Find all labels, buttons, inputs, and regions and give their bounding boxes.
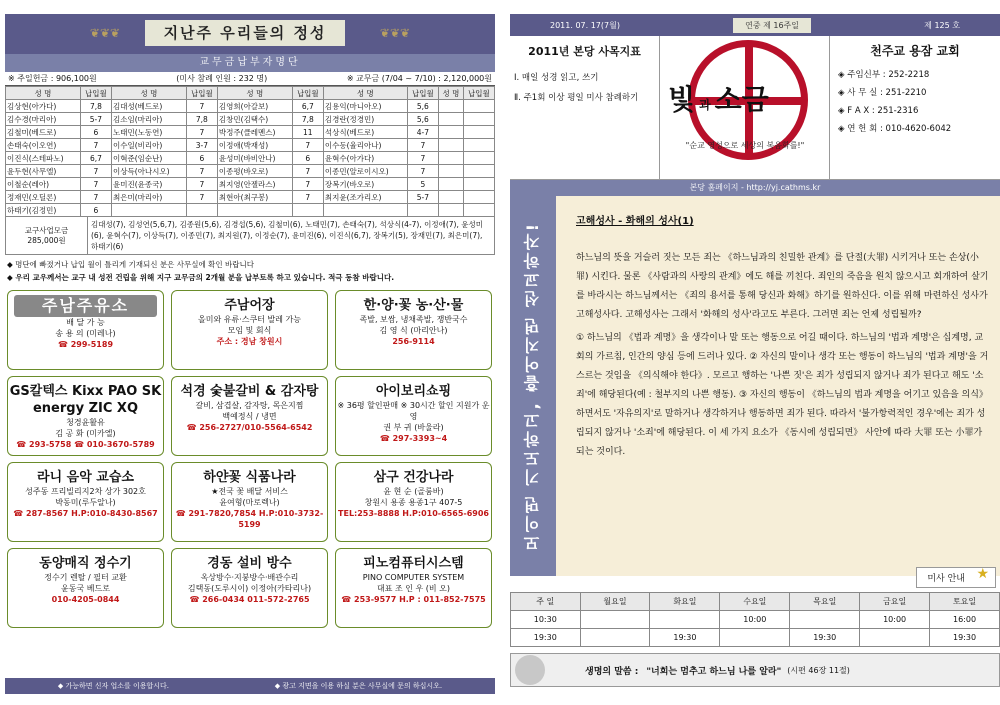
issue-number: 제 125 호 [924, 20, 960, 30]
member-name: 최은미(마리아) [111, 191, 186, 204]
member-name [217, 204, 292, 217]
table-row [6, 165, 495, 178]
paid-months: 7 [186, 191, 217, 204]
empty-cell [463, 100, 494, 113]
empty-cell [463, 139, 494, 152]
member-name [111, 204, 186, 217]
table-row [6, 126, 495, 139]
empty-cell [463, 113, 494, 126]
ad-owner: 창원시 용종 용종1구 407-5 [364, 498, 463, 507]
paid-months: 11 [292, 126, 323, 139]
tithe-col-header: 성 명 [438, 87, 463, 100]
ad-phone: 256-9114 [392, 337, 435, 346]
offering-title: 지난주 우리들의 정성 [145, 20, 345, 46]
ad-name: 주남어장 [224, 298, 275, 313]
ad-name: 삼구 건강나라 [373, 470, 454, 485]
paid-months: 7 [292, 139, 323, 152]
member-name: 노태민(노동연) [111, 126, 186, 139]
ad-owner: 김택동(도루시이) 이정아(카타리나) [187, 584, 312, 593]
paid-months: 7 [186, 126, 217, 139]
church-name: 천주교 용잠 교회 [870, 44, 960, 58]
member-name: 이종평(바오로) [217, 165, 292, 178]
empty-cell [438, 191, 463, 204]
member-name: 윤성미(바비안나) [217, 152, 292, 165]
member-name: 윤미진(윤종국) [111, 178, 186, 191]
ad-owner: 대표 조 인 우 (비 오) [376, 584, 451, 593]
ornament-left-icon: ❦❦❦ [89, 26, 121, 40]
ad-phone: 010-4205-0844 [51, 595, 120, 604]
article-body [556, 196, 1000, 576]
note-1: ◆ 명단에 빠졌거나 납입 월이 틀리게 기재되신 분은 사무실에 확인 바랍니다 [7, 260, 254, 269]
paid-months: 7 [80, 178, 111, 191]
table-row [6, 204, 495, 217]
ad-description: 옥상방수·지붕방수·배관수리 [200, 573, 299, 582]
empty-cell [438, 178, 463, 191]
star-icon: ★ [976, 566, 989, 582]
ad-name: 경동 설비 방수 [207, 556, 292, 571]
left-page [5, 14, 495, 694]
table-row [6, 100, 495, 113]
article-box [510, 196, 1000, 584]
mass-day-header: 토요일 [930, 593, 1000, 611]
paid-months: 7 [292, 191, 323, 204]
tithe-col-header: 납입월 [292, 87, 323, 100]
mass-time: 19:30 [650, 629, 720, 647]
empty-cell [463, 126, 494, 139]
ad-phone: ☎ 253-9577 H.P : 011-852-7575 [341, 595, 486, 604]
ad-name: 라니 음악 교습소 [37, 470, 134, 485]
ad-card [7, 290, 164, 370]
mass-schedule-table [510, 592, 1000, 647]
article-para-1: 하느님의 뜻을 거슬러 짓는 모든 죄는 《하느님과의 친밀한 관계》를 단절(大罪) 시키거나 또는 손상(小罪) 시킨다. 물론 《사람과의 사랑의 관계》에도 해를 끼친다. 죄인의 죽음을 원치 않으시고 회개하여 살기를 바라시는 하느님께서는 《죄의 용서를 통해 당신과 화해》하기를 원하신다. 이를 위해 마련하신 성사가 고해성사다. 고해성사는 그래서 '화해의 성사'라고도 부른다. 그러면 죄는 언제 성립될까? [576, 253, 989, 320]
member-name: 이정애(박재성) [217, 139, 292, 152]
building-fund-list: 김대성(7), 김성연(5,6,7), 김종원(5,6), 김경섭(5,6), 김철미(6), 노태민(7), 손태숙(7), 석상식(4-7), 이정애(7), 윤성미(6), 윤혁수(7), 이상득(7), 이종민(7), 최지원(7), 이정순(7), 윤미진(6), 이진식(6,7), 장복기(5), 장재민(7), 최은미(7), 하태기(6) [91, 220, 483, 251]
paid-months: 7 [407, 152, 438, 165]
bulletin-logo: 빛과 소금 [668, 83, 769, 116]
empty-cell [463, 191, 494, 204]
paid-months: 7 [80, 191, 111, 204]
motto: "순교 영성으로 세상의 복음화를!" [685, 141, 805, 150]
member-name: 박정주(클레멘스) [217, 126, 292, 139]
ad-grid [5, 290, 495, 628]
ad-name: 하얀꽃 식품나라 [203, 470, 296, 485]
member-name: 이혁준(임순난) [111, 152, 186, 165]
mass-time: 19:30 [790, 629, 860, 647]
tithe-col-header: 성 명 [6, 87, 81, 100]
tithe-col-header: 성 명 [217, 87, 292, 100]
member-name: 김경란(정경민) [323, 113, 407, 126]
ad-owner: 모임 및 회식 [227, 326, 272, 335]
ad-name: GS칼텍스 Kixx PAO SK energy ZIC XQ [9, 384, 162, 416]
ad-description: 갈비, 삼겹살, 감자탕, 목은지찜 [195, 401, 304, 410]
offering-header [5, 14, 495, 54]
paid-months: 6,7 [80, 152, 111, 165]
ad-phone: 주소 : 경남 창원시 [216, 337, 283, 346]
building-fund-label: 교구사업모금 285,000원 [6, 217, 88, 254]
member-name: 김창민(김택수) [217, 113, 292, 126]
member-name: 이진식(스테파노) [6, 152, 81, 165]
goals-title: 2011년 본당 사목지표 [528, 45, 641, 58]
paid-months: 7 [407, 165, 438, 178]
mass-time: 10:00 [720, 611, 790, 629]
footer-note-2: ◆ 광고 지면을 이용 하실 분은 사무실에 문의 하십시오. [274, 682, 443, 690]
ad-description: 배 달 가 능 [66, 318, 105, 327]
ad-phone: ☎ 256-2727/010-5564-6542 [186, 423, 313, 432]
church-contacts [830, 36, 1000, 179]
ad-name: 피노컴퓨터시스템 [363, 556, 464, 571]
ad-description: 성주동 프리빌리지2차 상가 302호 [25, 487, 146, 496]
word-reference: (시편 46장 11절) [787, 665, 850, 675]
ad-phone: ☎ 291-7820,7854 H.P:010-3732-5199 [175, 509, 324, 529]
paid-months: 5-7 [80, 113, 111, 126]
homepage-link[interactable]: 본당 홈페이지 - http://yj.cathms.kr [510, 180, 1000, 196]
ad-phone: ☎ 287-8567 H.P:010-8430-8567 [13, 509, 158, 518]
paid-months [407, 204, 438, 217]
tithe-subtitle: 교무금납부자명단 [5, 54, 495, 72]
table-row [6, 178, 495, 191]
mass-day-header: 수요일 [720, 593, 790, 611]
tithe-table [5, 86, 495, 217]
paid-months: 6 [186, 152, 217, 165]
member-name: 김대성(베드로) [111, 100, 186, 113]
tithe-col-header: 납입월 [407, 87, 438, 100]
mass-time: 16:00 [930, 611, 1000, 629]
member-name: 최지영(안젤라스) [217, 178, 292, 191]
paid-months: 7 [80, 139, 111, 152]
empty-cell [463, 178, 494, 191]
member-name: 이상득(아나시오) [111, 165, 186, 178]
table-row [511, 629, 1000, 647]
tithe-col-header: 납입월 [186, 87, 217, 100]
member-name: 손태숙(이오연) [6, 139, 81, 152]
member-name: 김상현(아가다) [6, 100, 81, 113]
member-name: 윤혁수(아가다) [323, 152, 407, 165]
paid-months: 7 [292, 178, 323, 191]
member-name: 이종민(알로이시오) [323, 165, 407, 178]
member-name: 김용익(마니아오) [323, 100, 407, 113]
paid-months: 6,7 [292, 100, 323, 113]
note-2: ◆ 우리 교우께서는 교구 내 성전 건립을 위해 지구 교무금의 2개월 분을 납부토록 하고 있습니다. 적극 동참 바랍니다. [7, 273, 395, 282]
paid-months: 7 [186, 165, 217, 178]
ad-card [171, 290, 328, 370]
paid-months [292, 204, 323, 217]
offering-summary [5, 72, 495, 86]
table-row [6, 139, 495, 152]
issue-date: 2011. 07. 17(7월) [550, 20, 620, 30]
ad-description: 족발, 보쌈, 냉채족발, 쟁반국수 [359, 315, 468, 324]
paid-months: 6 [292, 152, 323, 165]
ad-phone: ☎ 266-0434 011-572-2765 [189, 595, 310, 604]
left-footer [5, 678, 495, 694]
ad-description: ★전국 꽃 배달 서비스 [211, 487, 288, 496]
mass-time [790, 611, 860, 629]
paid-months: 6 [80, 126, 111, 139]
masthead [510, 36, 1000, 180]
mass-time: 19:30 [511, 629, 581, 647]
ad-owner: 백예정식 / 냉면 [222, 412, 277, 421]
paid-months: 5 [407, 178, 438, 191]
paid-months: 3-7 [186, 139, 217, 152]
ad-description: 윤 현 순 (골룸바) [383, 487, 444, 496]
paid-months: 5,6 [407, 113, 438, 126]
paid-months: 4-7 [407, 126, 438, 139]
mass-day-header: 목요일 [790, 593, 860, 611]
member-name: 최현아(최구봉) [217, 191, 292, 204]
member-name: 김철미(베드로) [6, 126, 81, 139]
ad-name: 아이보리쇼핑 [375, 384, 452, 399]
paid-months [186, 204, 217, 217]
member-name: 장복기(바오로) [323, 178, 407, 191]
table-row [6, 113, 495, 126]
right-page [510, 14, 1000, 694]
empty-cell [438, 126, 463, 139]
ad-card [7, 376, 164, 456]
mass-day-header: 화요일 [650, 593, 720, 611]
issue-bar [510, 14, 1000, 36]
member-name: 이수일(비리아) [111, 139, 186, 152]
ad-phone: ☎ 297-3393~4 [379, 434, 448, 443]
mass-time: 10:00 [860, 611, 930, 629]
portrait-icon [515, 655, 545, 685]
member-name: 이철순(레아) [6, 178, 81, 191]
paid-months: 5-7 [407, 191, 438, 204]
offering-notes [5, 255, 495, 287]
ad-name: 한·양·꽃 농·산·물 [363, 298, 464, 313]
empty-cell [438, 165, 463, 178]
article-para-2: ① 하느님의 《법과 계명》을 생각이나 말 또는 행동으로 어길 때이다. 하느님의 '법과 계명'은 십계명, 교회의 가르침, 인간의 양심 등에 드러나 있다. ② 자신의 말이나 생각 또는 행동이 하느님의 '법과 계명'을 거스르는 것임을 《의식해야 한다》. 모르고 행하는 '나쁜 짓'은 죄가 성립되지 않거나 죄가 된다고 해도 '소죄'에 해당된다(예 : 철부지의 나쁜 행동). ③ 자신의 행동이 《하느님의 법과 계명을 어기고 있음을 의식》하면서도 '자유의지'로 말하거나 생각하거나 행동하면 죄가 된다. 따라서 '불가항력적인 경우'에는 죄가 성립되지 않거나 '소죄'에 해당된다. 이 세 가지 요소가 《동시에 성립되면》 사안에 따라 大罪 또는 小罪가 되는 것이다. [576, 333, 989, 457]
ad-name: 주남주유소 [14, 295, 157, 317]
member-name: 석상식(베드로) [323, 126, 407, 139]
word-label: 생명의 말씀 : [585, 666, 639, 677]
mass-time: 10:30 [511, 611, 581, 629]
empty-cell [438, 204, 463, 217]
mass-guide-label: 미사 안내 ★ [916, 567, 996, 588]
ad-card [171, 376, 328, 456]
ad-owner: 윤여형(마로렉나) [219, 498, 280, 507]
empty-cell [463, 165, 494, 178]
ad-owner: 권 부 귀 (바울라) [383, 423, 444, 432]
building-fund-row [5, 217, 495, 255]
sunday-offering: ※ 주일헌금 : 906,100원 [8, 74, 97, 83]
member-name: 하태기(김정민) [6, 204, 81, 217]
ad-card [7, 548, 164, 628]
tithe-col-header: 성 명 [111, 87, 186, 100]
pastoral-goals [510, 36, 660, 179]
paid-months: 5,6 [407, 100, 438, 113]
word-text: "너희는 멈추고 하느님 나를 알라" [646, 666, 782, 677]
member-name [323, 204, 407, 217]
empty-cell [463, 152, 494, 165]
ad-name: 석경 숯불갈비 & 감자탕 [180, 384, 319, 399]
member-name: 김영희(아갈보) [217, 100, 292, 113]
tithe-total: ※ 교무금 (7/04 ~ 7/10) : 2,120,000원 [346, 74, 492, 83]
mass-attendance: (미사 참례 인원 : 232 명) [176, 74, 268, 83]
table-row [6, 152, 495, 165]
ad-name: 동양매직 정수기 [39, 556, 132, 571]
mass-day-header: 금요일 [860, 593, 930, 611]
tithe-col-header: 납입월 [80, 87, 111, 100]
ornament-right-icon: ❦❦❦ [379, 26, 411, 40]
paid-months: 7 [292, 165, 323, 178]
empty-cell [438, 100, 463, 113]
ad-owner: 박동미(루두알나) [55, 498, 116, 507]
ad-phone: ☎ 299-5189 [57, 340, 114, 349]
paid-months: 7 [80, 165, 111, 178]
ad-description: 청경윤활유 [66, 418, 105, 427]
ad-card [7, 462, 164, 542]
ad-description: PINO COMPUTER SYSTEM [362, 573, 465, 582]
ad-description: 올미와 유류·스쿠터 발레 가능 [198, 315, 301, 324]
ad-card [335, 290, 492, 370]
mass-time [650, 611, 720, 629]
goal-2: Ⅱ. 주1회 이상 평일 미사 참례하기 [514, 93, 639, 103]
ad-owner: 송 용 의 (미레나) [55, 329, 116, 338]
ad-card [171, 462, 328, 542]
member-name: 윤두현(사무엘) [6, 165, 81, 178]
empty-cell [438, 152, 463, 165]
contact-fax: ◈ F A X : 251-2316 [838, 106, 919, 116]
mass-time: 19:30 [930, 629, 1000, 647]
mass-day-header: 월요일 [580, 593, 650, 611]
paid-months: 7,8 [80, 100, 111, 113]
ad-owner: 김 공 화 (미카엘) [55, 429, 116, 438]
ad-owner: 윤동국 베드로 [61, 584, 110, 593]
mass-day-header: 주 일 [511, 593, 581, 611]
empty-cell [463, 204, 494, 217]
table-row [511, 611, 1000, 629]
table-row [6, 191, 495, 204]
ad-description: 정수기 렌탈 / 필터 교환 [44, 573, 127, 582]
member-name: 이수동(율리아나) [323, 139, 407, 152]
ad-card [335, 548, 492, 628]
empty-cell [438, 113, 463, 126]
contact-office: ◈ 사 무 실 : 251-2210 [838, 88, 927, 98]
article-title: 고해성사 - 화해의 성사(1) [576, 216, 694, 227]
paid-months: 7 [407, 139, 438, 152]
contact-society: ◈ 연 헌 회 : 010-4620-6042 [838, 124, 952, 134]
paid-months: 7,8 [292, 113, 323, 126]
mass-time [720, 629, 790, 647]
ad-card [171, 548, 328, 628]
liturgical-week: 연중 제 16주일 [733, 18, 811, 33]
tithe-col-header: 성 명 [323, 87, 407, 100]
member-name: 최지윤(조가리오) [323, 191, 407, 204]
member-name: 김수경(마리아) [6, 113, 81, 126]
ad-description: ※ 36평 할인판매 ※ 30시간 할인 지원가 운영 [337, 401, 490, 421]
footer-note-1: ◆ 가능하면 신자 업소를 이용합시다. [57, 682, 170, 690]
word-of-life [510, 653, 1000, 687]
ad-card [335, 462, 492, 542]
mass-time [580, 611, 650, 629]
paid-months: 7,8 [186, 113, 217, 126]
paid-months: 7 [186, 178, 217, 191]
paid-months: 6 [80, 204, 111, 217]
contact-pastor: ◈ 주임신부 : 252-2218 [838, 70, 930, 80]
logo-block [660, 36, 830, 179]
goal-1: Ⅰ. 매일 성경 읽고, 쓰기 [514, 73, 599, 83]
tithe-col-header: 납입월 [463, 87, 494, 100]
ad-owner: 김 영 식 (마리안나) [379, 326, 448, 335]
empty-cell [438, 139, 463, 152]
ad-phone: TEL:253-8888 H.P:010-6565-6906 [338, 509, 489, 518]
ad-phone: ☎ 293-5758 ☎ 010-3670-5789 [16, 440, 155, 449]
mass-time [580, 629, 650, 647]
mass-time [860, 629, 930, 647]
ad-card [335, 376, 492, 456]
vertical-slogan: 모이면 기도하고, 흩어지면 선교하자! [510, 196, 556, 576]
member-name: 김소임(마리아) [111, 113, 186, 126]
paid-months: 7 [186, 100, 217, 113]
member-name: 정재민(오딜론) [6, 191, 81, 204]
